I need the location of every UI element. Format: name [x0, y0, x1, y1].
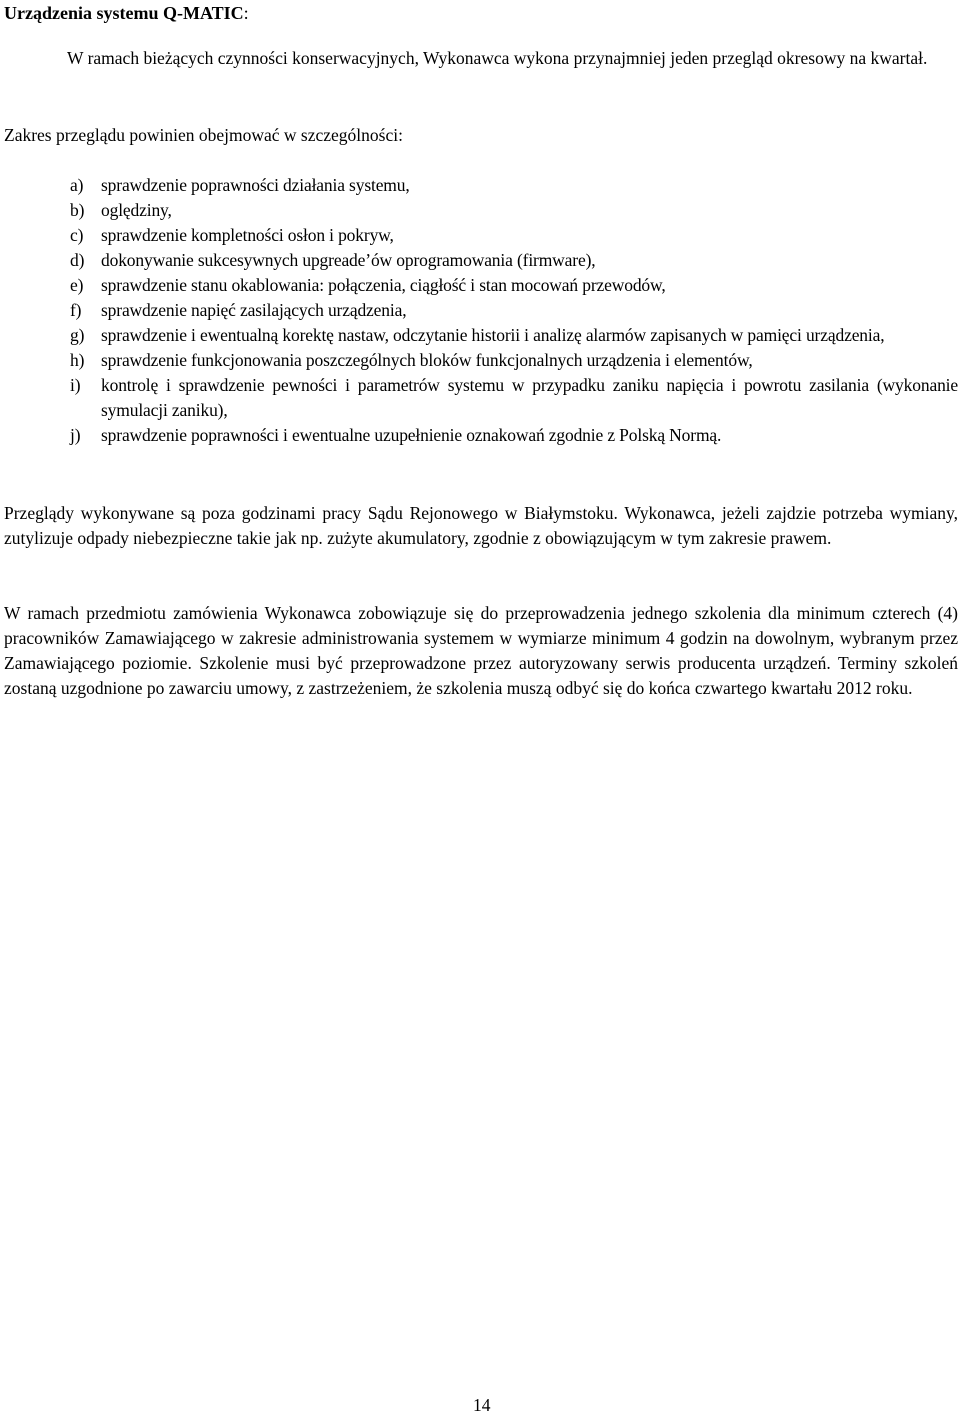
scope-list-item: [4, 373, 958, 423]
list-marker: f): [70, 300, 82, 320]
scope-list-item: [4, 248, 958, 273]
scope-list-item: [4, 273, 958, 298]
list-marker: a): [70, 175, 84, 195]
reviews-paragraph: Przeglądy wykonywane są poza godzinami pracy Sądu Rejonowego w Białymstoku. Wykonawca, jeżeli zajdzie potrzeba wymiany, zutylizuje odpady niebezpieczne takie jak np. zużyte akumulatory, zgodnie z obowiązującym w tym zakresie prawem.: [4, 503, 958, 548]
section-heading-title: Urządzenia systemu Q-MATIC: [4, 3, 244, 23]
list-item-text: sprawdzenie poprawności działania systemu,: [101, 175, 410, 195]
scope-list-item: [4, 323, 958, 348]
list-item-text: kontrolę i sprawdzenie pewności i parametrów systemu w przypadku zaniku napięcia i powrotu zasilania (wykonanie symulacji zaniku),: [101, 375, 958, 420]
list-item-text: sprawdzenie kompletności osłon i pokryw,: [101, 225, 394, 245]
list-marker: g): [70, 325, 85, 345]
scope-list-item: [4, 298, 958, 323]
list-marker: b): [70, 200, 85, 220]
section-heading: [4, 0, 249, 26]
scope-list-item: [4, 423, 958, 448]
scope-list: [4, 173, 958, 448]
list-item-text: sprawdzenie stanu okablowania: połączenia, ciągłość i stan mocowań przewodów,: [101, 275, 666, 295]
list-item-text: dokonywanie sukcesywnych upgreade’ów oprogramowania (firmware),: [101, 250, 596, 270]
list-item-text: sprawdzenie napięć zasilających urządzenia,: [101, 300, 407, 320]
scope-list-item: [4, 223, 958, 248]
list-marker: i): [70, 375, 81, 395]
scope-list-item: [4, 348, 958, 373]
list-marker: d): [70, 250, 85, 270]
list-marker: j): [70, 425, 81, 445]
page-number: 14: [473, 1395, 491, 1415]
training-paragraph: W ramach przedmiotu zamówienia Wykonawca zobowiązuje się do przeprowadzenia jednego szkolenia dla minimum czterech (4) pracowników Zamawiającego w zakresie administrowania systemem w wymiarze minimum 4 godzin na dowolnym, wybranym przez Zamawiającego poziomie. Szkolenie musi być przeprowadzone przez autoryzowany serwis producenta urządzeń. Terminy szkoleń zostaną uzgodnione po zawarciu umowy, z zastrzeżeniem, że szkolenia muszą odbyć się do końca czwartego kwartału 2012 roku.: [4, 603, 958, 698]
list-item-text: sprawdzenie i ewentualną korektę nastaw, odczytanie historii i analizę alarmów zapisanych w pamięci urządzenia,: [101, 325, 885, 345]
list-item-text: oględziny,: [101, 200, 172, 220]
list-marker: e): [70, 275, 84, 295]
list-item-text: sprawdzenie poprawności i ewentualne uzupełnienie oznakowań zgodnie z Polską Normą.: [101, 425, 722, 445]
scope-list-item: [4, 173, 958, 198]
list-item-text: sprawdzenie funkcjonowania poszczególnych bloków funkcjonalnych urządzenia i elementów,: [101, 350, 753, 370]
list-marker: c): [70, 225, 84, 245]
scope-lead-text: Zakres przeglądu powinien obejmować w szczególności:: [4, 125, 403, 145]
maintenance-intro-paragraph: W ramach bieżących czynności konserwacyjnych, Wykonawca wykona przynajmniej jeden przegląd okresowy na kwartał.: [67, 48, 928, 68]
list-marker: h): [70, 350, 85, 370]
section-heading-colon: :: [243, 3, 249, 23]
scope-list-item: [4, 198, 958, 223]
